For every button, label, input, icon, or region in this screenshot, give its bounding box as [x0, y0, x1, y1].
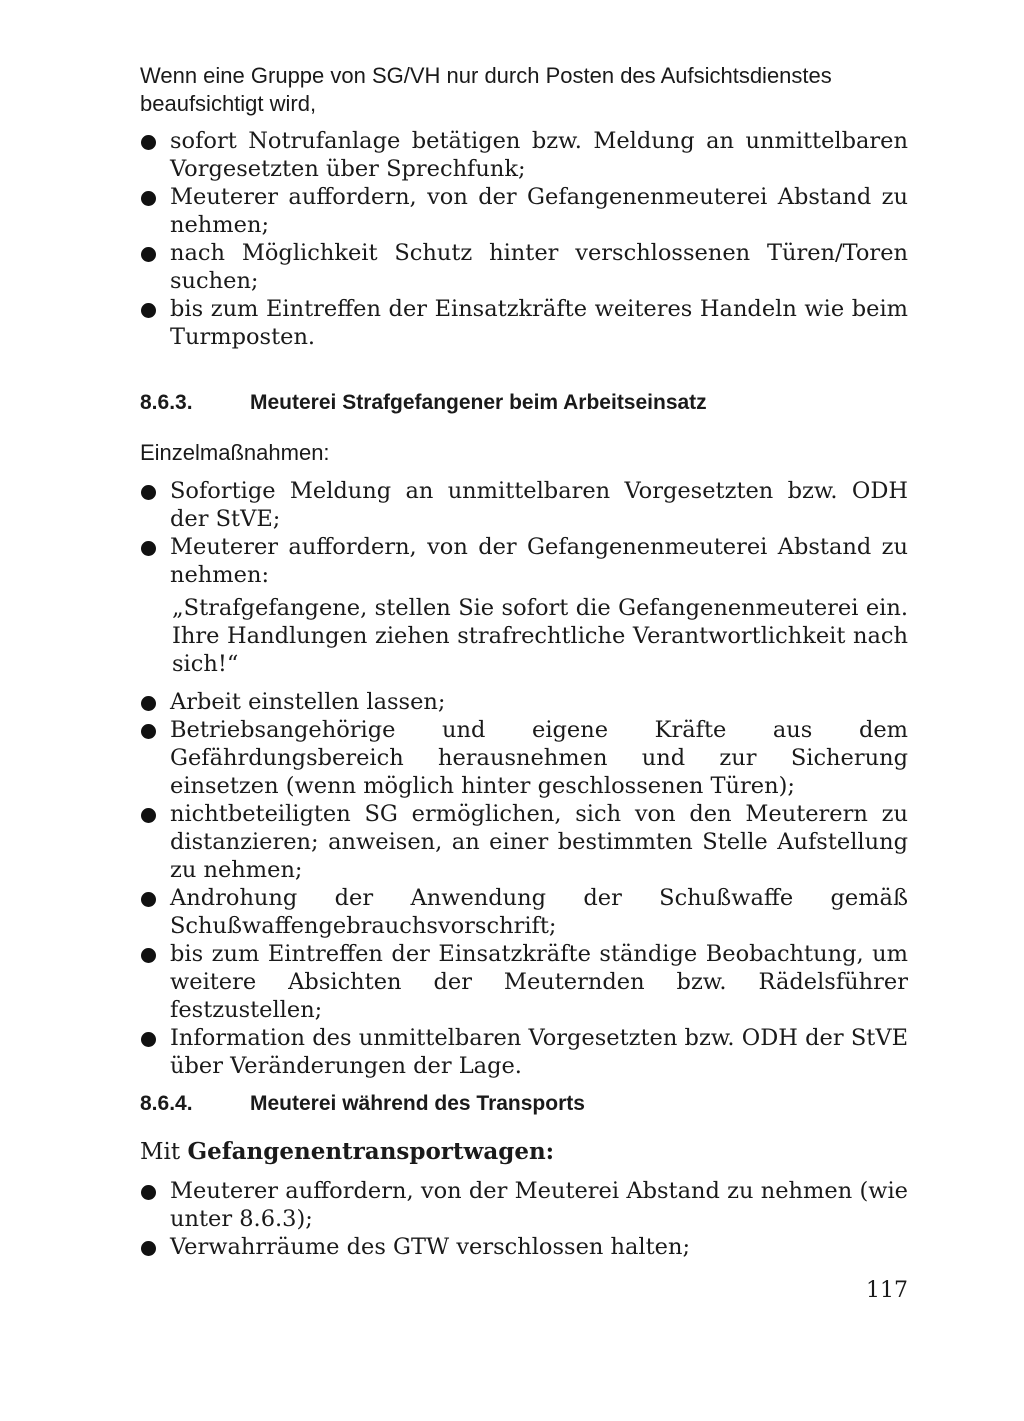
- list-item: bis zum Eintreffen der Einsatzkräfte ständige Beobachtung, um weitere Absichten der Meuternden bzw. Rädelsführer festzustellen;: [140, 940, 908, 1024]
- section-title: Meuterei Strafgefangener beim Arbeitseinsatz: [250, 391, 707, 414]
- document-page: [140, 0, 908, 1421]
- section-number: 8.6.3.: [140, 391, 193, 414]
- list-item: Information des unmittelbaren Vorgesetzten bzw. ODH der StVE über Veränderungen der Lage.: [140, 1024, 908, 1080]
- list-item: Androhung der Anwendung der Schußwaffe gemäß Schußwaffengebrauchsvorschrift;: [140, 884, 908, 940]
- list-item: Meuterer auffordern, von der Gefangenenmeuterei Abstand zu nehmen;: [140, 183, 908, 239]
- list-item: Meuterer auffordern, von der Gefangenenmeuterei Abstand zu nehmen:: [140, 533, 908, 589]
- bullet-icon: [141, 892, 156, 907]
- section-title: Meuterei während des Transports: [250, 1092, 585, 1115]
- bullet-icon: [141, 541, 156, 556]
- bullet-icon: [141, 485, 156, 500]
- section-863-bullets-b: [140, 688, 908, 1080]
- list-item: Verwahrräume des GTW verschlossen halten;: [140, 1233, 908, 1261]
- list-item: Arbeit einstellen lassen;: [140, 688, 908, 716]
- bullet-icon: [141, 135, 156, 150]
- bullet-icon: [141, 1185, 156, 1200]
- bullet-icon: [141, 948, 156, 963]
- bullet-icon: [141, 696, 156, 711]
- section-number: 8.6.4.: [140, 1092, 193, 1115]
- bullet-icon: [141, 191, 156, 206]
- section-heading-8-6-4: [140, 1090, 908, 1118]
- list-item: Sofortige Meldung an unmittelbaren Vorgesetzten bzw. ODH der StVE;: [140, 477, 908, 533]
- bullet-icon: [141, 247, 156, 262]
- list-item: Meuterer auffordern, von der Meuterei Abstand zu nehmen (wie unter 8.6.3);: [140, 1177, 908, 1233]
- list-item: Betriebsangehörige und eigene Kräfte aus dem Gefährdungsbereich herausnehmen und zur Sicherung einsetzen (wenn möglich hinter geschlossenen Türen);: [140, 716, 908, 800]
- list-item: nach Möglichkeit Schutz hinter verschlossenen Türen/Toren suchen;: [140, 239, 908, 295]
- section-863-bullets-a: [140, 477, 908, 589]
- intro-paragraph: Wenn eine Gruppe von SG/VH nur durch Posten des Aufsichtsdienstes beaufsichtigt wird,: [140, 63, 832, 116]
- list-item: bis zum Eintreffen der Einsatzkräfte weiteres Handeln wie beim Turmposten.: [140, 295, 908, 351]
- transport-lead: Mit Gefangenentransportwagen:: [140, 1138, 555, 1165]
- list-item: sofort Notrufanlage betätigen bzw. Meldung an unmittelbaren Vorgesetzten über Sprechfunk;: [140, 127, 908, 183]
- list-item: nichtbeteiligten SG ermöglichen, sich von den Meuterern zu distanzieren; anweisen, an einer bestimmten Stelle Aufstellung zu nehmen;: [140, 800, 908, 884]
- section-heading-8-6-3: [140, 389, 908, 417]
- bullet-icon: [141, 808, 156, 823]
- intro-bullet-list: [140, 127, 908, 351]
- section-lead: Einzelmaßnahmen:: [140, 440, 330, 465]
- page-number: 117: [866, 1278, 908, 1303]
- bullet-icon: [141, 303, 156, 318]
- bullet-icon: [141, 1032, 156, 1047]
- bullet-icon: [141, 1241, 156, 1256]
- section-864-bullets: [140, 1177, 908, 1261]
- bullet-icon: [141, 724, 156, 739]
- quoted-warning: „Strafgefangene, stellen Sie sofort die Gefangenenmeuterei ein. Ihre Handlungen ziehen strafrechtliche Verantwortlichkeit nach sich!“: [172, 595, 908, 677]
